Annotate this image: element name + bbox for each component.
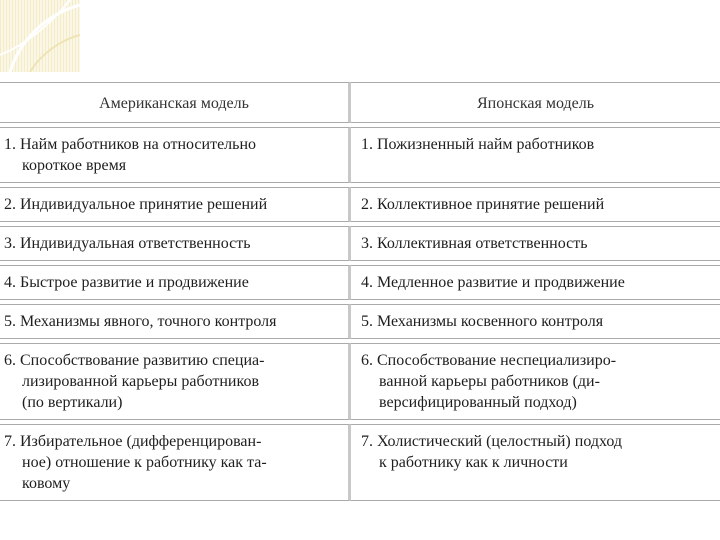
column-header-american: Американская модель: [0, 82, 351, 123]
japanese-cell: 7. Холистический (целостный) подход к работнику как к личности: [351, 424, 720, 501]
table-row: [0, 127, 720, 183]
american-cell: 3. Индивидуальная ответственность: [0, 226, 351, 261]
table-row: [0, 343, 720, 420]
japanese-cell: 4. Медленное развитие и продвижение: [351, 265, 720, 300]
column-header-japanese: Японская модель: [351, 82, 720, 123]
american-cell: 1. Найм работников на относительно короткое время: [0, 127, 351, 183]
japanese-cell: 2. Коллективное принятие решений: [351, 187, 720, 222]
japanese-cell: 1. Пожизненный найм работников: [351, 127, 720, 183]
american-cell: 4. Быстрое развитие и продвижение: [0, 265, 351, 300]
american-cell: 2. Индивидуальное принятие решений: [0, 187, 351, 222]
japanese-cell: 6. Способствование неспециализиро- ванной карьеры работников (ди- версифицированный подход): [351, 343, 720, 420]
comparison-table: [0, 78, 720, 505]
japanese-cell: 5. Механизмы косвенного контроля: [351, 304, 720, 339]
american-cell: 6. Способствование развитию специа- лизированной карьеры работников (по вертикали): [0, 343, 351, 420]
table-row: [0, 304, 720, 339]
american-cell: 7. Избирательное (дифференцирован- ное) отношение к работнику как та- ковому: [0, 424, 351, 501]
decorative-corner-graphic: [0, 0, 80, 72]
table-header-row: [0, 82, 720, 123]
table-row: [0, 187, 720, 222]
american-cell: 5. Механизмы явного, точного контроля: [0, 304, 351, 339]
japanese-cell: 3. Коллективная ответственность: [351, 226, 720, 261]
table-row: [0, 424, 720, 501]
table-row: [0, 265, 720, 300]
table-row: [0, 226, 720, 261]
